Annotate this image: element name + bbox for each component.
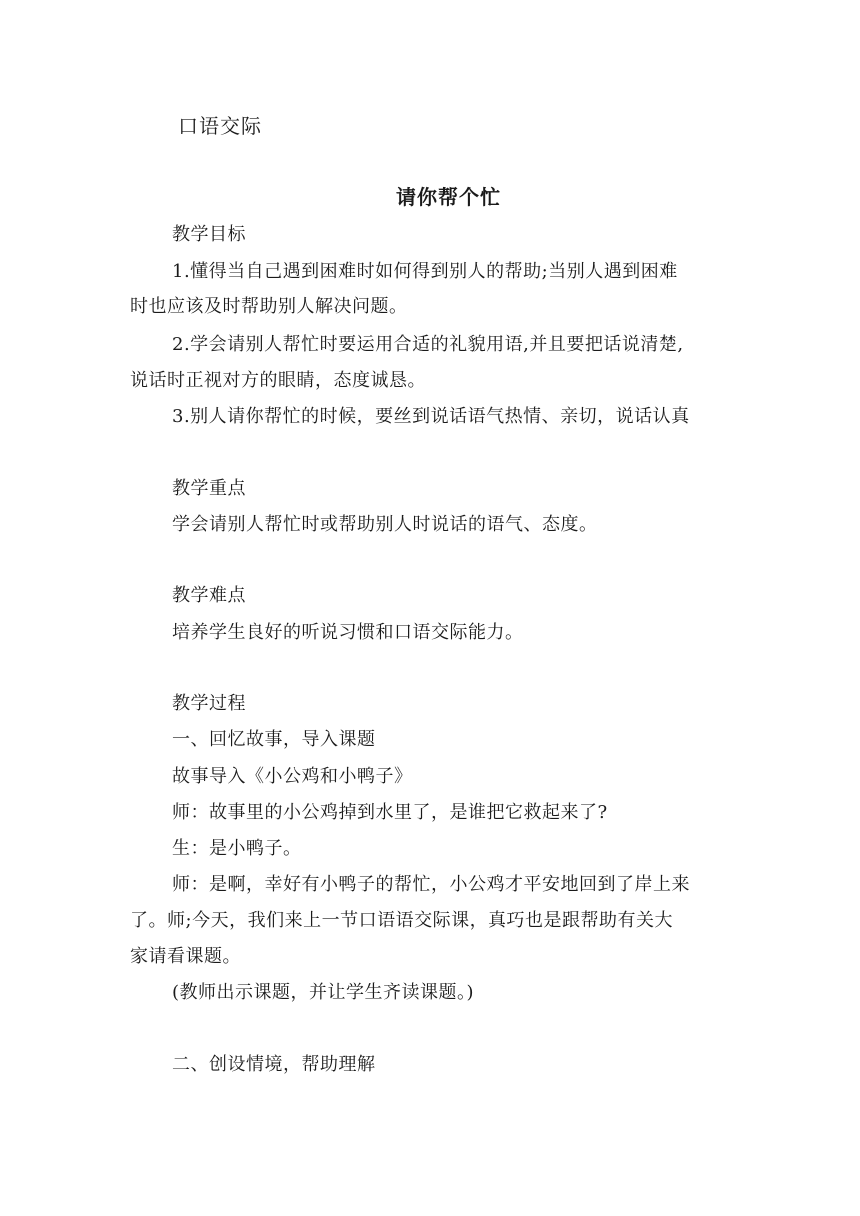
student-answer: 生：是小鸭子。 <box>172 838 302 859</box>
teacher-question: 师：故事里的小公鸡掉到水里了，是谁把它救起来了? <box>172 802 608 823</box>
goal-3-line-1: 3.别人请你帮忙的时候，要丝到说话语气热情、亲切，说话认真 <box>172 406 690 427</box>
goal-2-line-1: 2.学会请别人帮忙时要运用合适的礼貌用语,并且要把话说清楚, <box>172 334 684 355</box>
teacher-line-3: 家请看课题。 <box>130 946 241 967</box>
goal-2-line-2: 说话时正视对方的眼睛，态度诚恳。 <box>130 370 426 391</box>
page-title: 请你帮个忙 <box>396 185 501 209</box>
step-2-title: 二、创设情境，帮助理解 <box>172 1054 376 1075</box>
teacher-note: (教师出示课题，并让学生齐读课题。) <box>172 982 475 1003</box>
teacher-line-1: 师：是啊，幸好有小鸭子的帮忙，小公鸡才平安地回到了岸上来 <box>172 874 690 895</box>
goals-heading: 教学目标 <box>172 224 246 245</box>
difficulties-heading: 教学难点 <box>172 585 246 606</box>
goal-1-line-1: 1.懂得当自己遇到困难时如何得到别人的帮助;当别人遇到困难 <box>172 261 678 282</box>
step-1-title: 一、回忆故事，导入课题 <box>172 729 376 750</box>
difficulties-text: 培养学生良好的听说习惯和口语交际能力。 <box>172 622 524 643</box>
process-heading: 教学过程 <box>172 693 246 714</box>
story-intro: 故事导入《小公鸡和小鸭子》 <box>172 766 413 787</box>
teacher-line-2: 了。师;今天，我们来上一节口语语交际课，真巧也是跟帮助有关大 <box>130 910 674 931</box>
section-label: 口语交际 <box>178 114 262 138</box>
goal-1-line-2: 时也应该及时帮助别人解决问题。 <box>130 296 408 317</box>
key-points-text: 学会请别人帮忙时或帮助别人时说话的语气、态度。 <box>172 514 598 535</box>
key-points-heading: 教学重点 <box>172 478 246 499</box>
